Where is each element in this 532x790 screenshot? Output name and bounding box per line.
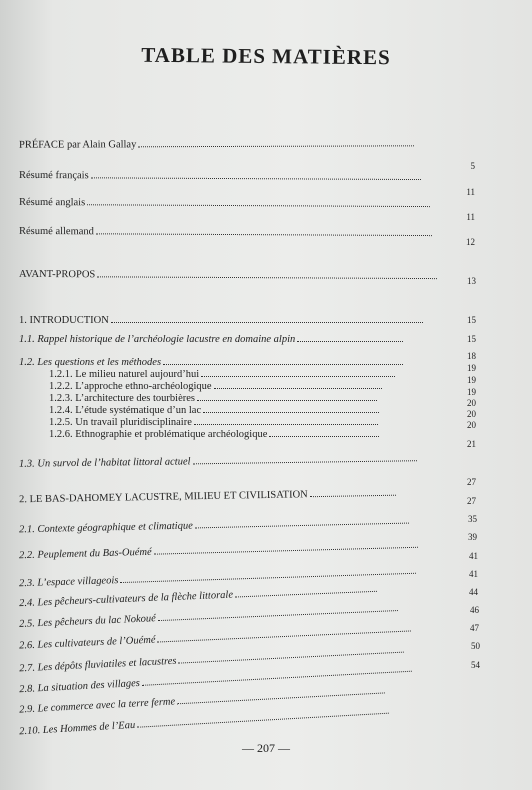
toc-entry-1-2-5: 1.2.5. Un travail pluridisciplinaire (49, 417, 378, 428)
page-number: 19 (467, 375, 476, 385)
page-number: 47 (470, 623, 479, 633)
page-number: 46 (470, 605, 479, 615)
toc-entry-1-1: 1.1. Rappel historique de l’archéologie lacustre en domaine alpin (19, 334, 403, 345)
page-number: 15 (467, 315, 476, 325)
page-number: 15 (467, 334, 476, 344)
toc-entry-2-1: 2.1. Contexte géographique et climatique (19, 516, 409, 536)
toc-entry-1-2-6: 1.2.6. Ethnographie et problématique archéologique (49, 429, 379, 440)
toc-entry-2-2: 2.2. Peuplement du Bas-Ouémé (19, 540, 418, 561)
toc-entry-resume-anglais: Résumé anglais (19, 197, 430, 210)
page-number: 20 (467, 398, 476, 408)
page-title: TABLE DES MATIÈRES (141, 42, 391, 70)
toc-entry-2-10: 2.10. Les Hommes de l’Eau (19, 706, 389, 738)
toc-entry-introduction: 1. INTRODUCTION (19, 315, 423, 326)
toc-entry-2-9: 2.9. Le commerce avec la terre ferme (19, 685, 385, 715)
page-number: 13 (467, 276, 476, 286)
toc-entry-1-3: 1.3. Un survol de l’habitat littoral actuel (19, 453, 417, 470)
toc-entry-1-2-4: 1.2.4. L’étude systématique d’un lac (49, 405, 379, 416)
page-number: 5 (470, 161, 475, 171)
page-number: 41 (469, 551, 478, 561)
page-number: 11 (466, 212, 475, 222)
page-number: 35 (468, 514, 477, 524)
page-number: 41 (469, 569, 478, 579)
toc-entry-2-6: 2.6. Les cultivateurs de l’Ouémé (19, 623, 412, 651)
toc-entry-1-2-3: 1.2.3. L’architecture des tourbières (49, 393, 377, 404)
page-number: 19 (467, 363, 476, 373)
page-number: 27 (467, 477, 476, 487)
page-number: 11 (466, 187, 475, 197)
page-number: 39 (468, 532, 477, 542)
page-number: 21 (467, 439, 476, 449)
page-number: 18 (467, 351, 476, 361)
folio: — 207 — (242, 741, 290, 755)
page-number: 54 (471, 660, 480, 670)
page-number: 20 (467, 420, 476, 430)
toc-entry-preface: PRÉFACE par Alain Gallay (19, 138, 414, 150)
toc-entry-1-2-2: 1.2.2. L’approche ethno-archéologique (49, 381, 382, 392)
page-number: 27 (467, 496, 476, 506)
toc-entry-2-5: 2.5. Les pêcheurs du lac Nokoué (19, 603, 398, 630)
toc-entry-avant-propos: AVANT-PROPOS (19, 269, 437, 282)
toc-entry-2-3: 2.3. L’espace villageois (19, 566, 416, 589)
page-number: 44 (469, 587, 478, 597)
toc-entry-chapter-2: 2. LE BAS-DAHOMEY LACUSTRE, MILIEU ET CIVILISATION (19, 488, 396, 506)
toc-entry-resume-francais: Résumé français (19, 170, 421, 183)
page-number: 19 (467, 387, 476, 397)
page-number: 50 (471, 641, 480, 651)
toc-entry-resume-allemand: Résumé allemand (19, 226, 432, 239)
toc-entry-2-4: 2.4. Les pêcheurs-cultivateurs de la flèche littorale (19, 584, 377, 609)
page-number: 12 (466, 237, 475, 247)
toc-entry-1-2-1: 1.2.1. Le milieu naturel aujourd’hui (49, 369, 395, 380)
page-number: 20 (467, 409, 476, 419)
toc-entry-2-7: 2.7. Les dépôts fluviatiles et lacustres (19, 645, 404, 675)
toc-entry-2-8: 2.8. La situation des villages (19, 664, 412, 696)
toc-entry-1-2: 1.2. Les questions et les méthodes (19, 357, 403, 368)
